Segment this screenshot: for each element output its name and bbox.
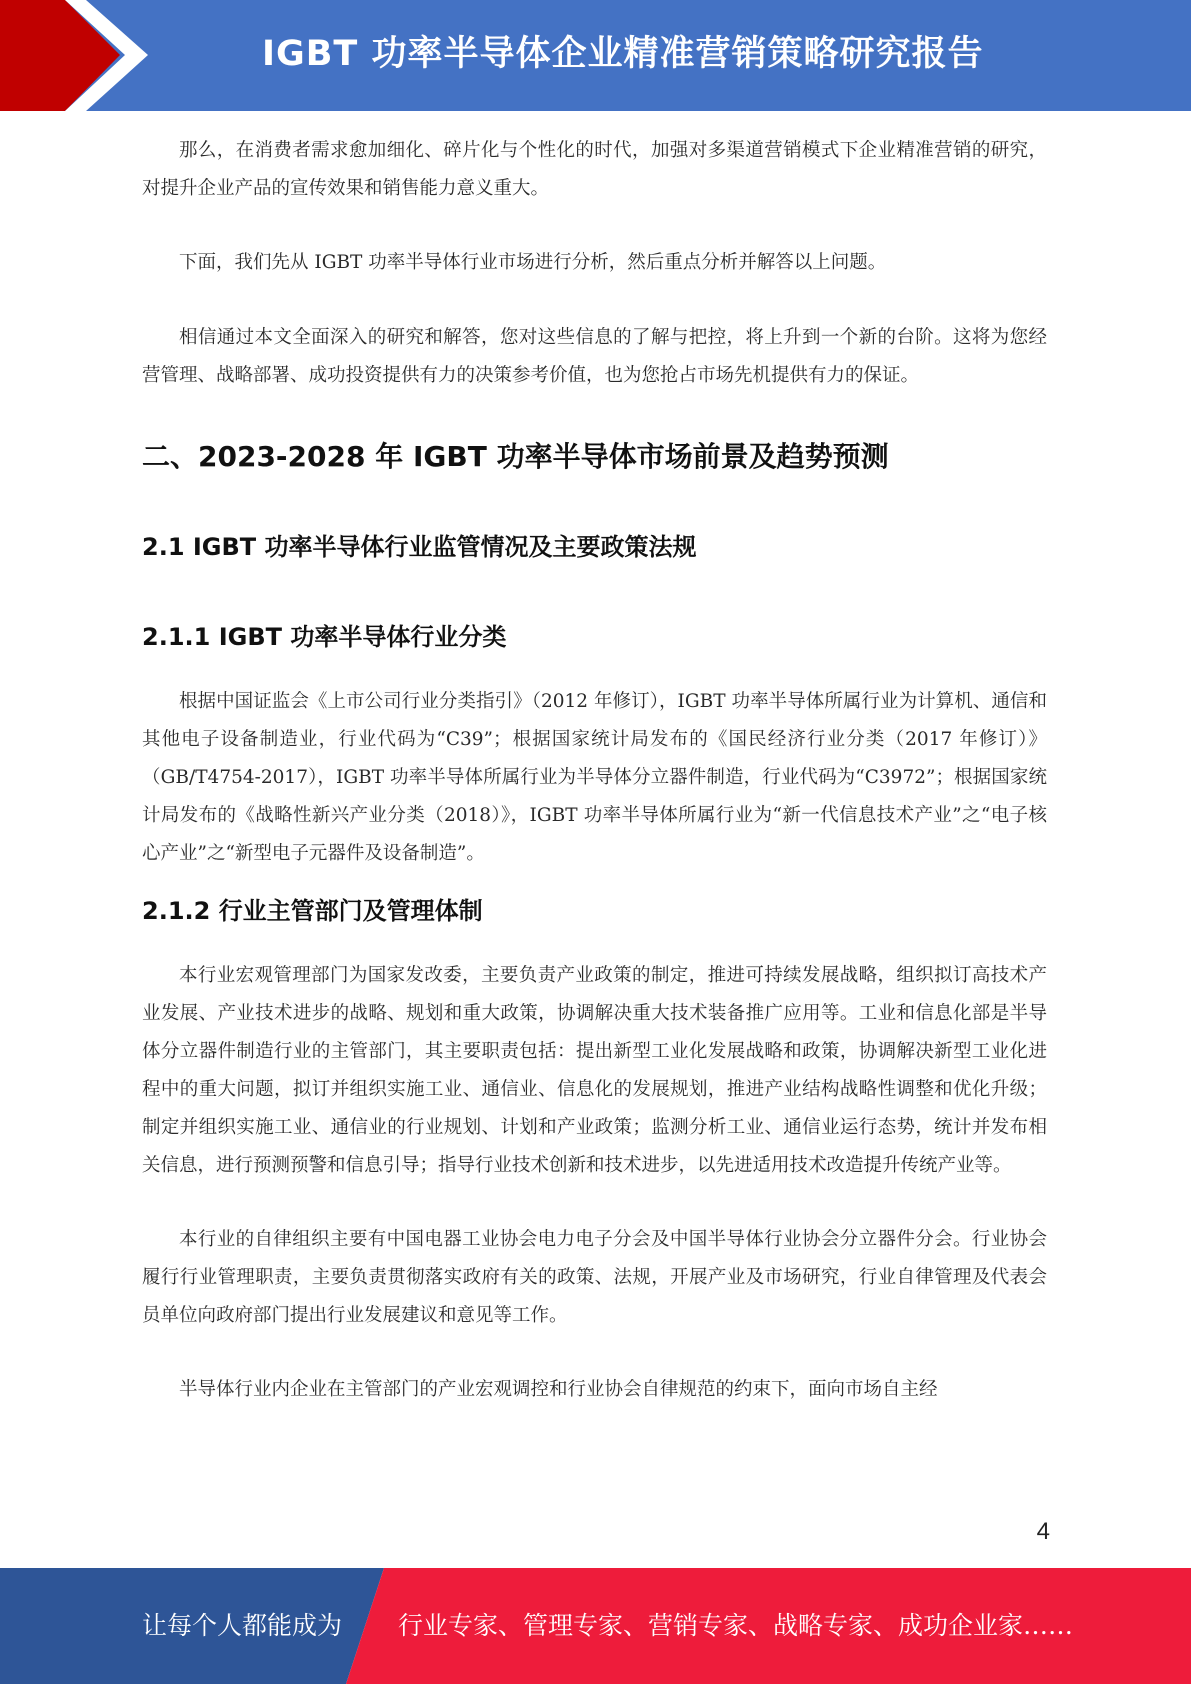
subsection-heading: 2.1 IGBT 功率半导体行业监管情况及主要政策法规	[142, 533, 697, 561]
section-heading: 二、2023-2028 年 IGBT 功率半导体市场前景及趋势预测	[142, 440, 889, 473]
paragraph: 那么，在消费者需求愈加细化、碎片化与个性化的时代，加强对多渠道营销模式下企业精准营销的研究，对提升企业产品的宣传效果和销售能力意义重大。	[142, 140, 1047, 199]
document-body	[142, 132, 1047, 1409]
subsubsection-heading: 2.1.1 IGBT 功率半导体行业分类	[142, 623, 507, 651]
paragraph: 下面，我们先从 IGBT 功率半导体行业市场进行分析，然后重点分析并解答以上问题。	[179, 252, 887, 273]
paragraph: 相信通过本文全面深入的研究和解答，您对这些信息的了解与把控，将上升到一个新的台阶。这将为您经营管理、战略部署、成功投资提供有力的决策参考价值，也为您抢占市场先机提供有力的保证。	[142, 327, 1047, 386]
footer-slogan-right: 行业专家、管理专家、营销专家、战略专家、成功企业家……	[398, 1611, 1074, 1640]
paragraph: 本行业的自律组织主要有中国电器工业协会电力电子分会及中国半导体行业协会分立器件分会。行业协会履行行业管理职责，主要负责贯彻落实政府有关的政策、法规，开展产业及市场研究，行业自律管理及代表会员单位向政府部门提出行业发展建议和意见等工作。	[142, 1229, 1047, 1326]
header-title: IGBT 功率半导体企业精准营销策略研究报告	[262, 34, 984, 74]
paragraph: 根据中国证监会《上市公司行业分类指引》（2012 年修订），IGBT 功率半导体所属行业为计算机、通信和其他电子设备制造业，行业代码为“C39”；根据国家统计局发布的《国民经济行业分类（2017 年修订）》（GB/T4754-2017），IGBT 功率半导体所属行业为半导体分立器件制造，行业代码为“C3972”；根据国家统计局发布的《战略性新兴产业分类（2018）》，IGBT 功率半导体所属行业为“新一代信息技术产业”之“电子核心产业”之“新型电子元器件及设备制造”。	[142, 691, 1047, 864]
page-header	[0, 0, 1191, 111]
page-number: 4	[1036, 1518, 1050, 1545]
page-footer	[0, 1568, 1191, 1684]
footer-slogan-left: 让每个人都能成为	[142, 1611, 343, 1640]
paragraph: 本行业宏观管理部门为国家发改委，主要负责产业政策的制定，推进可持续发展战略，组织拟订高技术产业发展、产业技术进步的战略、规划和重大政策，协调解决重大技术装备推广应用等。工业和信息化部是半导体分立器件制造行业的主管部门，其主要职责包括：提出新型工业化发展战略和政策，协调解决新型工业化进程中的重大问题，拟订并组织实施工业、通信业、信息化的发展规划，推进产业结构战略性调整和优化升级；制定并组织实施工业、通信业的行业规划、计划和产业政策；监测分析工业、通信业运行态势，统计并发布相关信息，进行预测预警和信息引导；指导行业技术创新和技术进步，以先进适用技术改造提升传统产业等。	[142, 965, 1047, 1176]
subsubsection-heading: 2.1.2 行业主管部门及管理体制	[142, 897, 483, 925]
header-arrow-decoration	[0, 0, 170, 111]
paragraph: 半导体行业内企业在主管部门的产业宏观调控和行业协会自律规范的约束下，面向市场自主经	[179, 1379, 938, 1400]
